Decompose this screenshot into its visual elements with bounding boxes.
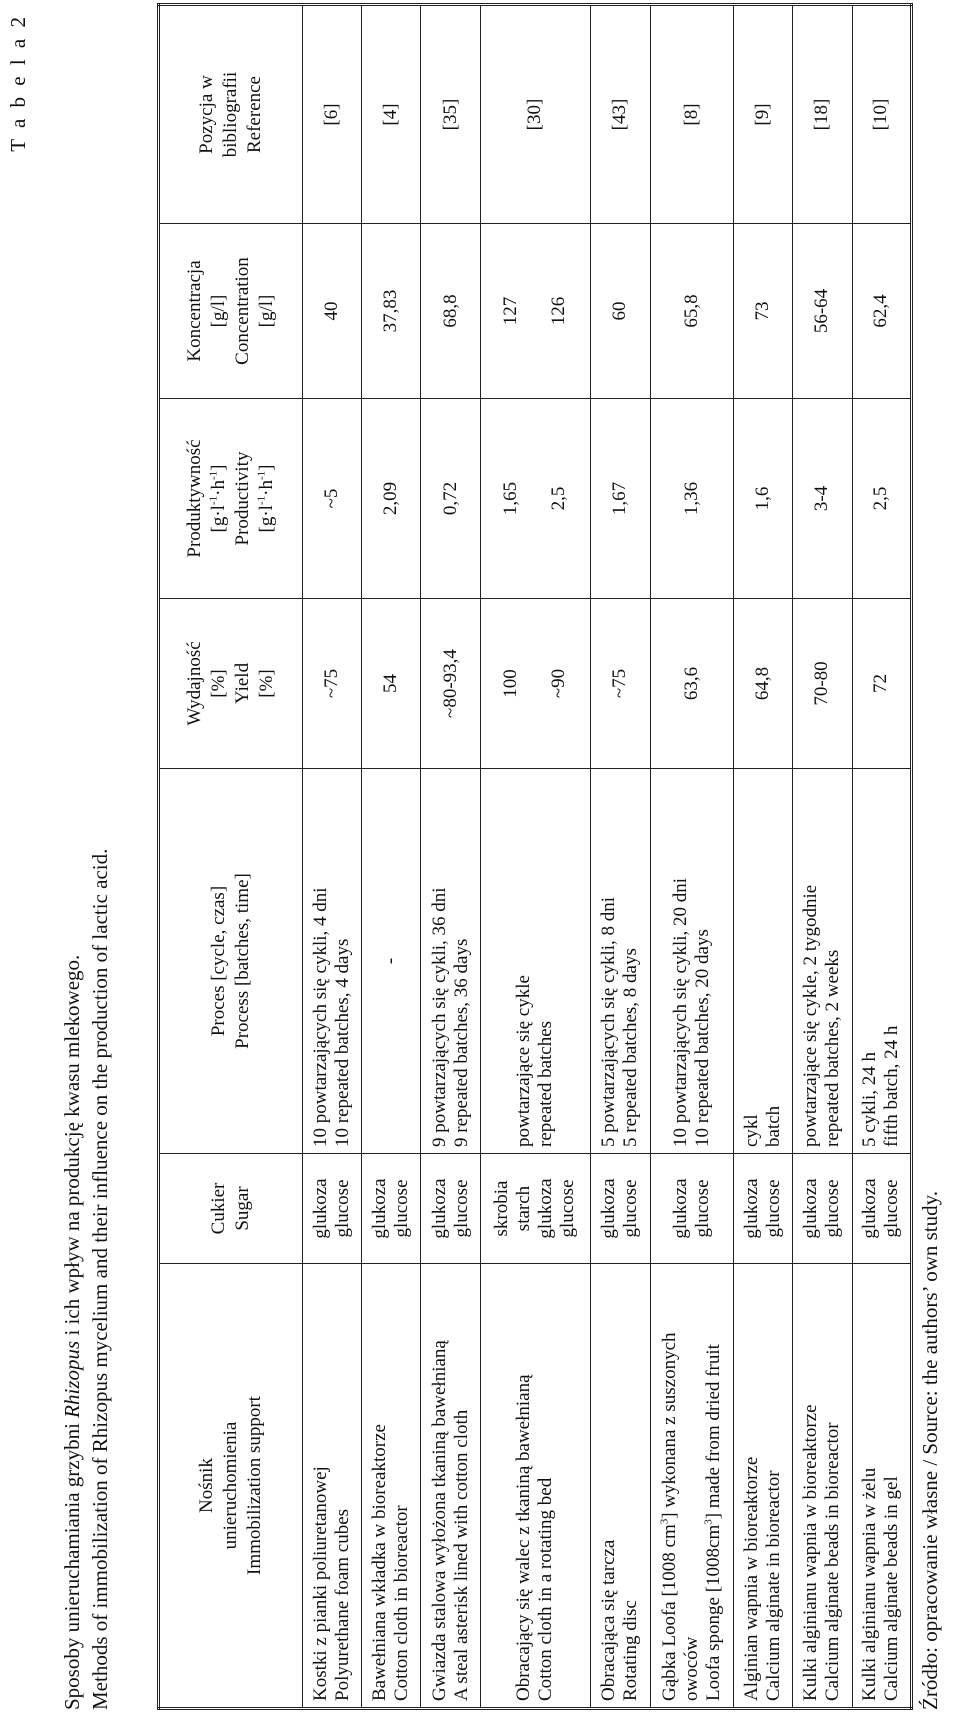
cell-sugar: glukoza glucose	[362, 1154, 421, 1264]
cell-process: -	[362, 769, 421, 1154]
cell-productivity: 3-4	[793, 399, 852, 599]
table-row	[421, 5, 480, 1709]
cell-support: Kulki alginianu wapnia w żelu Calcium alginate beads in gel	[852, 1264, 911, 1709]
cell-reference: [10]	[852, 5, 911, 224]
cell-productivity: 1,36	[650, 399, 733, 599]
cell-yield: 64,8	[733, 599, 792, 769]
cell-process: 9 powtarzających się cykli, 36 dni 9 repeated batches, 36 days	[421, 769, 480, 1154]
cell-productivity: 2,5	[852, 399, 911, 599]
cell-process: 10 powtarzających się cykli, 20 dni 10 repeated batches, 20 days	[650, 769, 733, 1154]
cell-reference: [43]	[591, 5, 650, 224]
source-note: Źródło: opracowanie własne / Source: the authors’ own study.	[918, 1190, 942, 1710]
table-row	[650, 5, 733, 1709]
cell-support: Kostki z pianki poliuretanowej Polyurethane foam cubes	[302, 1264, 361, 1709]
header-row	[159, 5, 303, 1709]
cell-sugar: glukoza glucose	[793, 1154, 852, 1264]
cell-productivity: 1,67	[591, 399, 650, 599]
table-row	[362, 5, 421, 1709]
cell-concentration: 40	[302, 224, 361, 399]
cell-yield: ~80-93,4	[421, 599, 480, 769]
cell-support: Bawełniana wkładka w bioreaktorze Cotton cloth in bioreactor	[362, 1264, 421, 1709]
table-caption	[58, 849, 114, 1710]
cell-sugar: skrobia starch glukoza glucose	[480, 1154, 590, 1264]
caption-polish: Sposoby unieruchamiania grzybni Rhizopus i ich wpływ na produkcję kwasu mlekowego.	[60, 954, 84, 1710]
cell-support: Gąbka Loofa [1008 $cm^3$] wykonana z suszonych owoców Loofa sponge $[1008cm^3]$ made from dried fruit	[650, 1264, 733, 1709]
cell-process: 5 powtarzających się cykli, 8 dni 5 repeated batches, 8 days	[591, 769, 650, 1154]
header-reference: Pozycja w bibliografii Reference	[159, 5, 303, 224]
cell-concentration: 62,4	[852, 224, 911, 399]
cell-support: Alginian wapnia w bioreaktorze Calcium alginate in bioreactor	[733, 1264, 792, 1709]
header-concentration: Koncentracja [g/l] Concentration [g/l]	[159, 224, 303, 399]
cell-process: 10 powtarzających się cykli, 4 dni 10 repeated batches, 4 days	[302, 769, 361, 1154]
table-row	[591, 5, 650, 1709]
header-sugar: Cukier Sugar	[159, 1154, 303, 1264]
cell-sugar: glukoza glucose	[650, 1154, 733, 1264]
table-row	[302, 5, 361, 1709]
cell-productivity: 0,72	[421, 399, 480, 599]
cell-productivity: 2,09	[362, 399, 421, 599]
table-label: T a b e l a 2	[6, 14, 30, 152]
cell-concentration: 68,8	[421, 224, 480, 399]
cell-sugar: glukoza glucose	[852, 1154, 911, 1264]
table-row	[733, 5, 792, 1709]
cell-reference: [8]	[650, 5, 733, 224]
cell-support: Kulki alginianu wapnia w bioreaktorze Calcium alginate beads in bioreactor	[793, 1264, 852, 1709]
cell-yield: 54	[362, 599, 421, 769]
cell-productivity: 1,6	[733, 399, 792, 599]
caption-english: Methods of immobilization of Rhizopus mycelium and their influence on the production of lactic acid.	[88, 848, 112, 1710]
header-yield: Wydajność [%] Yield [%]	[159, 599, 303, 769]
cell-concentration: 37,83	[362, 224, 421, 399]
cell-reference: [35]	[421, 5, 480, 224]
cell-reference: [30]	[480, 5, 590, 224]
cell-process: powtarzające się cykle repeated batches	[480, 769, 590, 1154]
cell-sugar: glukoza glucose	[733, 1154, 792, 1264]
header-support: Nośnik unieruchomienia Immobilization support	[159, 1264, 303, 1709]
cell-process: powtarzające się cykle, 2 tygodnie repeated batches, 2 weeks	[793, 769, 852, 1154]
cell-yield: ~75	[591, 599, 650, 769]
table-row	[793, 5, 852, 1709]
cell-sugar: glukoza glucose	[302, 1154, 361, 1264]
cell-concentration: 60	[591, 224, 650, 399]
cell-reference: [9]	[733, 5, 792, 224]
cell-yield: 72	[852, 599, 911, 769]
cell-yield: ~75	[302, 599, 361, 769]
table-row	[852, 5, 911, 1709]
table-row	[480, 5, 590, 1709]
cell-concentration: 56-64	[793, 224, 852, 399]
cell-reference: [18]	[793, 5, 852, 224]
cell-concentration: 73	[733, 224, 792, 399]
cell-support: Obracający się walec z tkaniną bawełnianą Cotton cloth in a rotating bed	[480, 1264, 590, 1709]
cell-yield: 100 ~90	[480, 599, 590, 769]
productivity-unit-en: $[g\cdot l^{-1}\cdot h^{-1}]$	[255, 464, 277, 533]
immobilization-table	[157, 3, 913, 1710]
header-productivity: Produktywność $[g\cdot l^{-1}\cdot h^{-1}]$ Productivity $[g\cdot l^{-1}\cdot h^{-1}]$	[159, 399, 303, 599]
cell-yield: 63,6	[650, 599, 733, 769]
productivity-unit-pl: $[g\cdot l^{-1}\cdot h^{-1}]$	[207, 464, 229, 533]
cell-support: Obracająca się tarcza Rotating disc	[591, 1264, 650, 1709]
cell-concentration: 127 126	[480, 224, 590, 399]
cell-concentration: 65,8	[650, 224, 733, 399]
cell-process: 5 cykli, 24 h fifth batch, 24 h	[852, 769, 911, 1154]
cell-productivity: ~5	[302, 399, 361, 599]
cell-support: Gwiazda stalowa wyłożona tkaniną bawełnianą A steal asterisk lined with cotton cloth	[421, 1264, 480, 1709]
header-process: Proces [cycle, czas] Process [batches, time]	[159, 769, 303, 1154]
cell-sugar: glukoza glucose	[421, 1154, 480, 1264]
cell-productivity: 1,65 2,5	[480, 399, 590, 599]
cell-reference: [6]	[302, 5, 361, 224]
cell-reference: [4]	[362, 5, 421, 224]
cell-yield: 70-80	[793, 599, 852, 769]
cell-process: cykl batch	[733, 769, 792, 1154]
cell-sugar: glukoza glucose	[591, 1154, 650, 1264]
